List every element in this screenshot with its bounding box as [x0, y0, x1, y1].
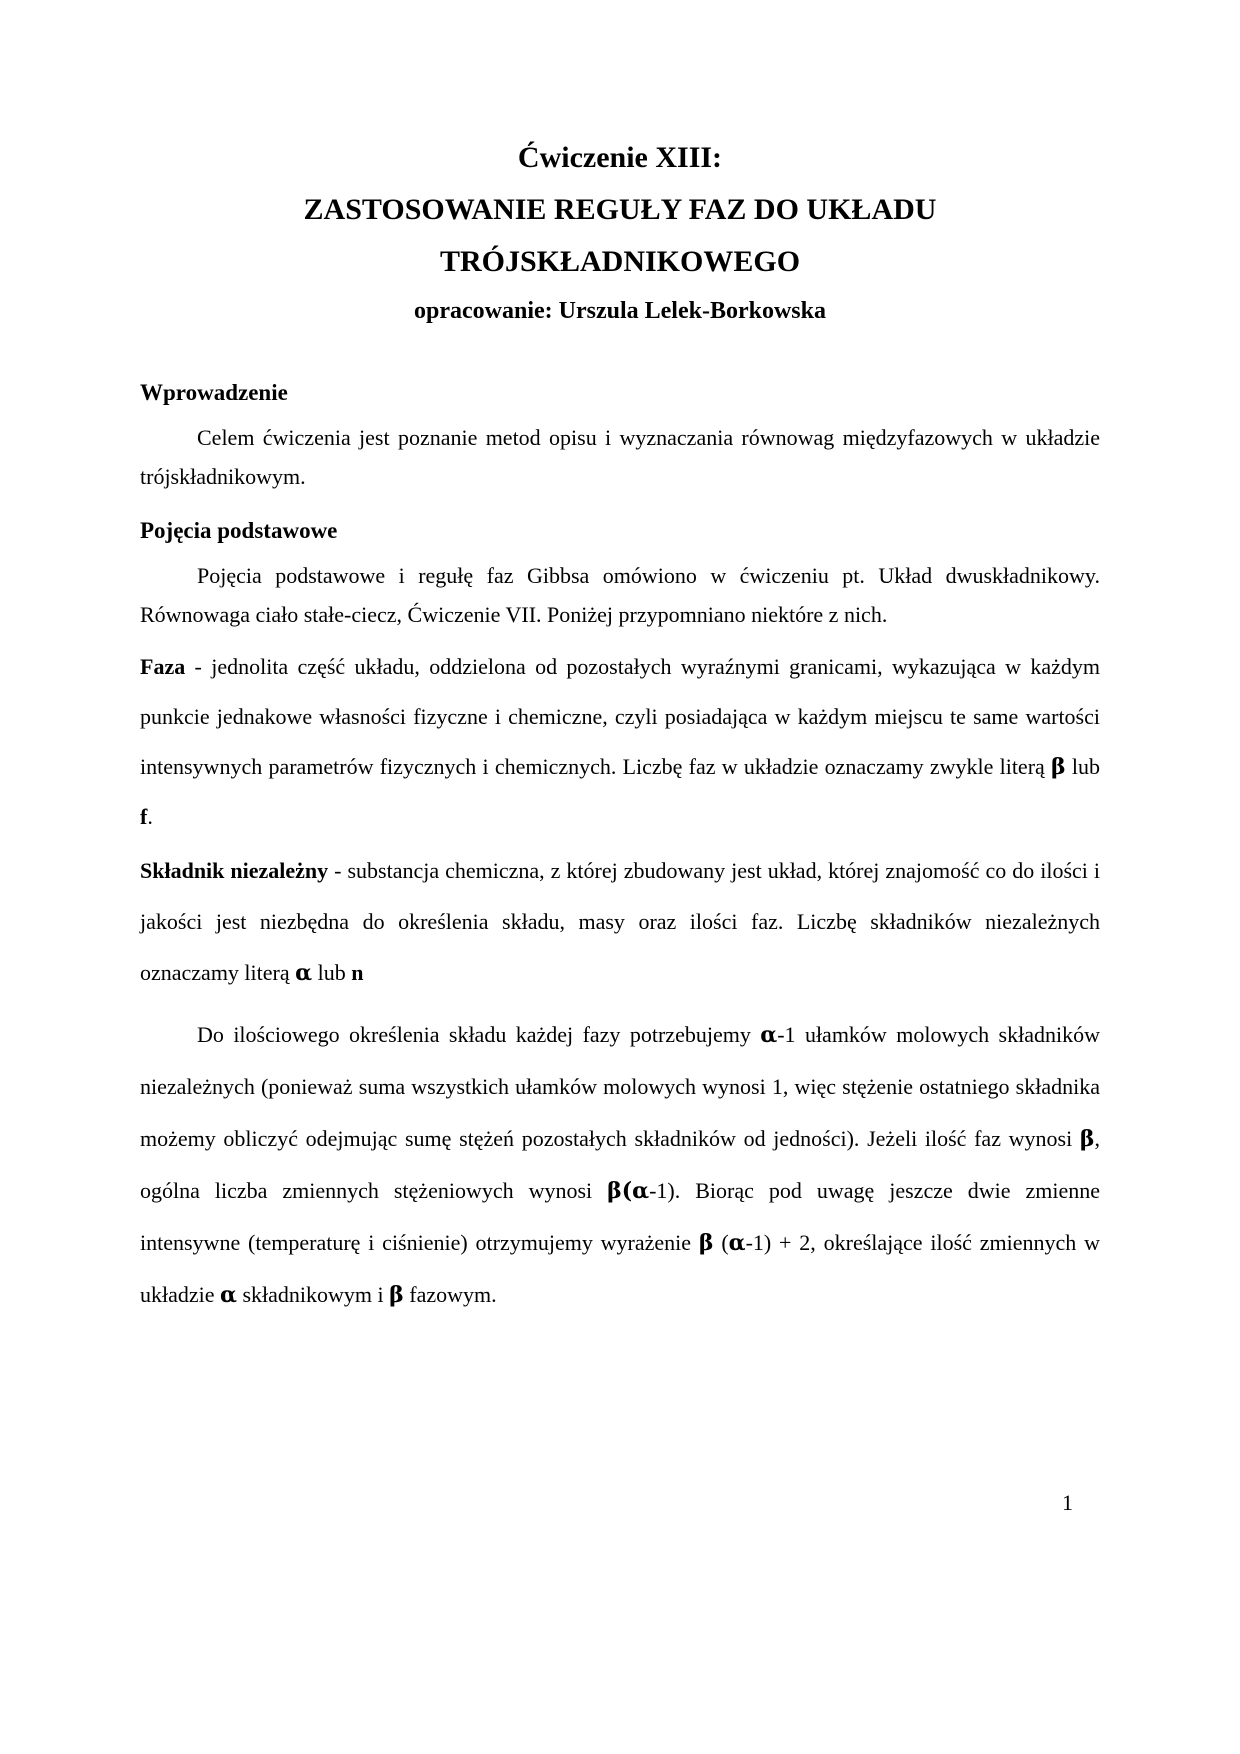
paragraph-component-definition — [140, 845, 1100, 999]
title-line-1: Ćwiczenie XIII: — [517, 141, 723, 174]
term-independent-component: Składnik niezależny — [140, 858, 329, 883]
phase-definition-text-2: lub — [1065, 754, 1100, 779]
phase-definition-text-1: - jednolita część układu, oddzielona od pozostałych wyraźnymi granicami, wykazująca w każdym punkcie jednakowe własności fizyczne i chemiczne, czyli posiadająca w każdym miejscu te same wartości intensywnych parametrów fizycznych i chemicznych. Liczbę faz w układzie oznaczamy zwykle literą — [140, 654, 1100, 779]
component-definition-text-2: lub — [312, 960, 352, 985]
quant-text-5: ( — [713, 1230, 729, 1255]
beta-symbol: β — [389, 1282, 404, 1308]
title-line-2: ZASTOSOWANIE REGUŁY FAZ DO UKŁADU — [303, 193, 937, 226]
document-author: opracowanie: Urszula Lelek-Borkowska — [414, 298, 826, 324]
quant-text-4: -1). Biorąc pod uwagę jeszcze dwie zmienne intensywne (temperaturę i ciśnienie) otrzymujemy wyrażenie — [140, 1178, 1100, 1255]
title-block — [140, 132, 1100, 326]
quant-text-8: fazowym. — [403, 1282, 497, 1307]
phase-definition-text-3: . — [147, 804, 153, 829]
alpha-symbol: α — [220, 1282, 237, 1308]
symbol-f: f — [140, 804, 148, 829]
quant-text-6: -1) + 2, określające ilość zmiennych w układzie — [140, 1230, 1100, 1307]
paragraph-basic-concepts: Pojęcia podstawowe i regułę faz Gibbsa omówiono w ćwiczeniu pt. Układ dwuskładnikowy. Równowaga ciało stałe-ciecz, Ćwiczenie VII. Poniżej przypomniano niektóre z nich. — [140, 563, 1100, 627]
quant-text-7: składnikowym i — [236, 1282, 390, 1307]
alpha-symbol: α — [728, 1230, 746, 1256]
quant-text-3: , ogólna liczba zmiennych stężeniowych wynosi — [140, 1126, 1100, 1203]
symbol-n: n — [351, 960, 364, 985]
beta-symbol: β — [698, 1230, 714, 1256]
quant-text-2: -1 ułamków molowych składników niezależnych (ponieważ suma wszystkich ułamków molowych wynosi 1, więc stężenie ostatniego składnika możemy obliczyć odejmując sumę stężeń pozostałych składników od jedności). Jeżeli ilość faz wynosi — [140, 1022, 1100, 1151]
paragraph-phase-definition — [140, 642, 1100, 842]
page-number: 1 — [1062, 1490, 1073, 1515]
term-phase: Faza — [140, 654, 186, 679]
alpha-symbol: α — [295, 960, 313, 986]
beta-alpha-expression: β(α — [607, 1178, 650, 1204]
beta-symbol: β — [1079, 1126, 1095, 1152]
paragraph-quantitative-description — [140, 1009, 1100, 1321]
paragraph-introduction: Celem ćwiczenia jest poznanie metod opisu i wyznaczania równowag międzyfazowych w układzie trójskładnikowym. — [140, 425, 1100, 489]
title-line-3: TRÓJSKŁADNIKOWEGO — [439, 245, 801, 278]
alpha-symbol: α — [760, 1022, 778, 1048]
heading-introduction: Wprowadzenie — [140, 380, 288, 405]
heading-basic-concepts: Pojęcia podstawowe — [140, 518, 338, 543]
quant-text-1: Do ilościowego określenia składu każdej fazy potrzebujemy — [197, 1022, 761, 1047]
beta-symbol: β — [1051, 754, 1066, 780]
component-definition-text-1: - substancja chemiczna, z której zbudowany jest układ, której znajomość co do ilości i jakości jest niezbędna do określenia składu, masy oraz ilości faz. Liczbę składników niezależnych oznaczamy literą — [140, 858, 1100, 985]
